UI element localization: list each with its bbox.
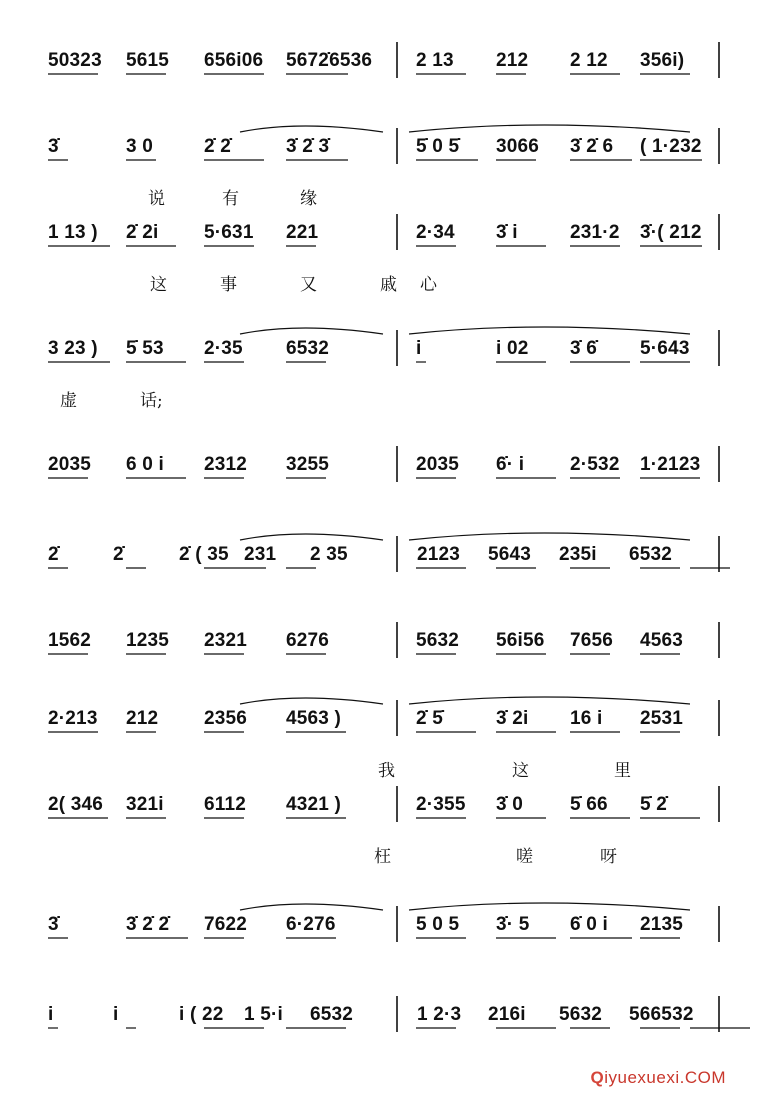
lyric-char: 嗟 [516,847,533,867]
note-row [0,616,760,656]
lyric-char: 缘 [300,189,317,209]
note-group: 212 [126,708,159,729]
note-group: 56i56 [496,630,545,651]
lyric-char: 虚 [60,391,77,411]
note-group: 3̇ [48,914,59,935]
note-group: 4321 ) [286,794,342,815]
note-group: 4563 [640,630,684,651]
note-group: 2 12 [570,50,608,71]
lyric-char: 枉 [374,847,391,867]
note-group: 5·643 [640,338,690,359]
lyric-char: 又 [300,275,317,295]
note-group: 6 0 i [126,454,164,475]
note-group: 1 13 ) [48,222,98,243]
note-group: 5̇ 53 [126,338,164,359]
note-group: 1 5·i [244,1004,284,1025]
note-group: 7656 [570,630,614,651]
note-group: 2( 346 [48,794,104,815]
note-group: 2·35 [204,338,243,359]
note-group: i [48,1004,54,1025]
note-row [0,208,760,248]
note-group: 3̇ 2̇ 6 [570,136,614,157]
note-row [0,530,760,570]
note-group: 2 13 [416,50,454,71]
note-group: 3̇ [48,136,59,157]
note-row [0,324,760,364]
note-row [0,900,760,940]
note-group: 6532 [629,544,673,565]
note-group: ( 1·232 [640,136,702,157]
note-group: 2̇ ( 35 [179,544,229,565]
note-group: 356i) [640,50,685,71]
note-group: 6̇ 0 i [570,914,608,935]
note-group: 6276 [286,630,330,651]
note-group: i [113,1004,119,1025]
note-group: 3̇·( 212 [640,222,702,243]
note-group: 2312 [204,454,248,475]
note-group: 2135 [640,914,684,935]
note-row [0,122,760,162]
note-group: 2̇ 5̇ [416,708,444,729]
note-group: 2·532 [570,454,620,475]
note-group: i ( 22 [179,1004,224,1025]
note-group: 1 2·3 [417,1004,462,1025]
note-group: 3̇ 0 [496,794,524,815]
note-group: 5̇ 2̇ [640,794,668,815]
lyric-char: 呀 [600,847,617,867]
note-group: 566532 [629,1004,694,1025]
note-group: 6·276 [286,914,336,935]
note-group: 2531 [640,708,684,729]
watermark-logo-letter: Q [590,1068,605,1087]
note-group: 3̇ 2̇ 2̇ [126,914,170,935]
note-group: 6532 [310,1004,354,1025]
note-group: 5̇ 66 [570,794,608,815]
note-group: 4563 ) [286,708,342,729]
lyric-char: 话; [140,391,163,411]
note-group: 1235 [126,630,170,651]
note-group: i 02 [496,338,529,359]
note-group: 235i [559,544,597,565]
note-group: 6532 [286,338,330,359]
note-group: 1·2123 [640,454,701,475]
lyric-char: 事 [220,275,237,295]
note-group: 2321 [204,630,248,651]
note-group: 2̇ [48,544,59,565]
note-group: 3 23 ) [48,338,98,359]
note-group: 16 i [570,708,603,729]
lyric-char: 这 [512,761,529,781]
lyric-char: 心 [420,275,437,295]
note-group: 212 [496,50,529,71]
note-group: 3̇ i [496,222,518,243]
note-group: 5643 [488,544,532,565]
note-group: 5632 [559,1004,603,1025]
note-row [0,990,760,1030]
note-group: 3̇ 6̇ [570,338,598,359]
note-row [0,780,760,820]
note-group: 3255 [286,454,330,475]
note-group: 2·355 [416,794,466,815]
note-group: 6̇· i [496,454,525,475]
note-group: 3066 [496,136,540,157]
note-group: 2035 [48,454,92,475]
note-group: 2·213 [48,708,98,729]
note-group: 50323 [48,50,102,71]
note-group: 5672̇6536 [286,50,373,71]
note-group: 216i [488,1004,526,1025]
note-group: 2̇ [113,544,124,565]
note-group: 231 [244,544,277,565]
note-group: 2·34 [416,222,455,243]
note-group: 2 35 [310,544,348,565]
note-group: 5615 [126,50,170,71]
lyric-char: 里 [614,761,631,781]
lyric-char: 说 [148,189,165,209]
note-group: 2356 [204,708,248,729]
note-group: 221 [286,222,319,243]
note-group: 3 0 [126,136,154,157]
watermark-text: iyuexuexi.COM [604,1068,726,1087]
note-group: 2035 [416,454,460,475]
note-group: 231·2 [570,222,620,243]
note-group: 5̇ 0 5̇ [416,136,460,157]
note-group: 321i [126,794,164,815]
note-row [0,440,760,480]
note-group: 5·631 [204,222,254,243]
note-group: 656i06 [204,50,264,71]
note-group: i [416,338,422,359]
lyric-char: 我 [378,761,395,781]
note-group: 5632 [416,630,460,651]
note-group: 2123 [417,544,461,565]
note-group: 3̇· 5 [496,914,530,935]
lyric-char: 这 [150,275,167,295]
site-watermark [591,1068,727,1088]
note-group: 6112 [204,794,247,815]
note-group: 1562 [48,630,92,651]
note-group: 5 0 5 [416,914,460,935]
lyric-char: 戚 [380,275,397,295]
note-group: 2̇ 2̇ [204,136,232,157]
note-row [0,36,760,76]
note-group: 3̇ 2̇ 3̇ [286,136,330,157]
lyric-char: 有 [222,189,239,209]
note-group: 3̇ 2i [496,708,529,729]
note-group: 7622 [204,914,248,935]
note-row [0,694,760,734]
note-group: 2̇ 2i [126,222,159,243]
